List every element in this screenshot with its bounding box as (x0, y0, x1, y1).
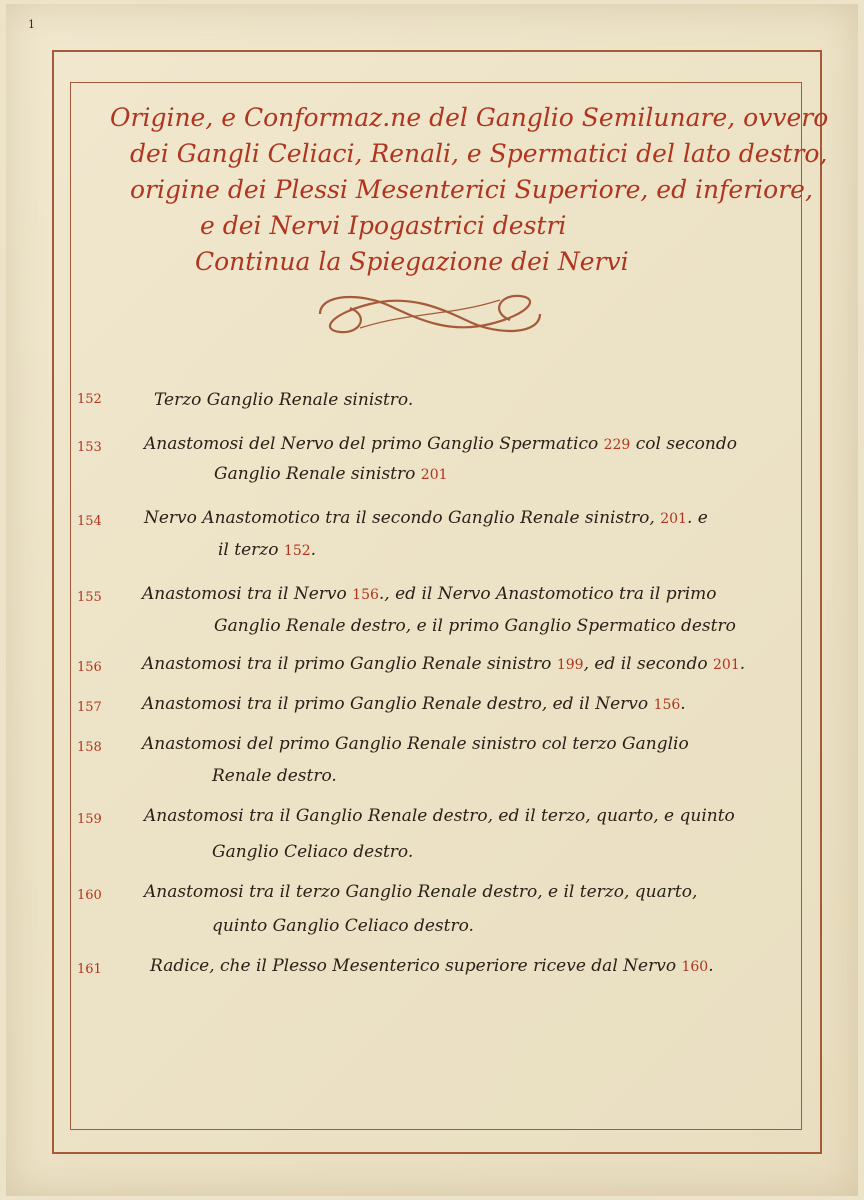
entry-number: 154 (77, 514, 102, 529)
title-line: e dei Nervi Ipogastrici destri (200, 211, 567, 240)
entry-text: Nervo Anastomotico tra il secondo Ganglio Renale sinistro, 201. e (144, 508, 708, 528)
nerve-reference-number: 156 (653, 697, 681, 713)
entry-text: Anastomosi tra il primo Ganglio Renale sinistro 199, ed il secondo 201. (142, 654, 746, 674)
nerve-reference-number: 160 (681, 959, 709, 975)
nerve-reference-number: 156 (352, 587, 379, 603)
entry-text: Anastomosi tra il Nervo 156., ed il Nervo Anastomotico tra il primo (142, 584, 717, 604)
entry-number: 161 (77, 962, 102, 977)
entry-text: Anastomosi tra il primo Ganglio Renale destro, ed il Nervo 156. (142, 694, 686, 714)
nerve-reference-number: 199 (556, 657, 584, 673)
nerve-reference-number: 152 (283, 543, 311, 559)
title-line: origine dei Plessi Mesenterici Superiore, ed inferiore, (130, 175, 813, 204)
page-number: 1 (28, 18, 35, 31)
nerve-reference-number: 201 (713, 657, 740, 673)
entry-number: 153 (77, 440, 102, 455)
nerve-reference-number: 229 (603, 437, 631, 453)
entry-text-continued: Ganglio Renale sinistro 201 (214, 464, 448, 484)
nerve-reference-number: 201 (660, 511, 687, 527)
calligraphic-flourish (300, 284, 560, 344)
entry-text: Anastomosi del Nervo del primo Ganglio Spermatico 229 col secondo (144, 434, 737, 454)
entry-number: 156 (77, 660, 102, 675)
entry-text-continued: Ganglio Renale destro, e il primo Ganglio Spermatico destro (214, 616, 736, 636)
entry-text: Anastomosi tra il terzo Ganglio Renale destro, e il terzo, quarto, (144, 882, 698, 902)
entry-number: 157 (77, 700, 102, 715)
entry-number: 155 (77, 590, 102, 605)
entry-text: Radice, che il Plesso Mesenterico superiore riceve dal Nervo 160. (150, 956, 714, 976)
entry-number: 160 (77, 888, 102, 903)
entry-number: 152 (77, 392, 102, 407)
entry-text-continued: Ganglio Celiaco destro. (212, 842, 414, 862)
title-line: Origine, e Conformaz.ne del Ganglio Semilunare, ovvero (110, 103, 829, 132)
page-title (110, 100, 829, 280)
entry-text: Anastomosi del primo Ganglio Renale sinistro col terzo Ganglio (142, 734, 689, 754)
entry-text-continued: il terzo 152. (218, 540, 317, 560)
nerve-reference-number: 201 (420, 467, 448, 483)
entry-text: Terzo Ganglio Renale sinistro. (154, 390, 414, 410)
entry-number: 159 (77, 812, 102, 827)
entry-text: Anastomosi tra il Ganglio Renale destro, ed il terzo, quarto, e quinto (144, 806, 735, 826)
title-line: dei Gangli Celiaci, Renali, e Spermatici del lato destro, (130, 139, 828, 168)
title-line: Continua la Spiegazione dei Nervi (195, 247, 629, 276)
entry-number: 158 (77, 740, 102, 755)
entry-text-continued: quinto Ganglio Celiaco destro. (212, 916, 474, 936)
entry-text-continued: Renale destro. (212, 766, 337, 786)
